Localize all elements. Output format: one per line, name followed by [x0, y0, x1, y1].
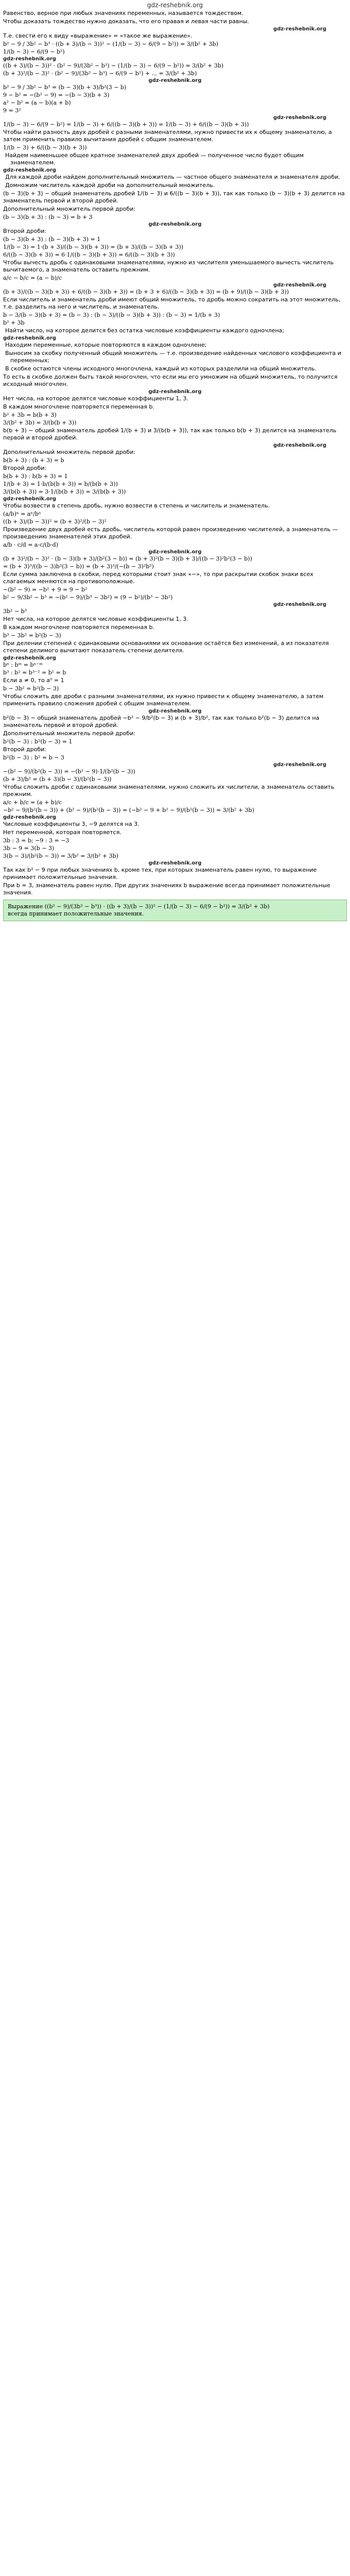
math-line: b² + 3b — [3, 319, 25, 326]
paragraph: Дополнительный множитель первой дроби: — [3, 206, 136, 212]
math-line: 3b − 9 = 3(b − 3) — [3, 845, 55, 852]
math-line: = (b + 3)³/((b − 3)b²(3 − b)) = (b + 3)³/(−(b − 3)²b²) — [3, 563, 154, 570]
math-line: 3b : 3 = b; −9 : 3 = −3 — [3, 837, 69, 844]
math-line: −(b² − 9) = −b² + 9 = 9 − b² — [3, 586, 87, 593]
math-line: 3(b − 3)/(b²(b − 3)) = 3/b² = 3/(b² + 3b) — [3, 853, 118, 859]
watermark: gdz-reshebnik.org — [273, 602, 326, 607]
watermark: gdz-reshebnik.org — [3, 496, 56, 502]
list-item: Для каждой дроби найдем дополнительный множитель — частное общего знаменателя и знаменателя дроби. — [5, 174, 340, 180]
answer-tail: всегда принимает положительные значения. — [8, 910, 144, 917]
math-line: b³ − 3b² = b²(b − 3) — [3, 632, 61, 639]
watermark: gdz-reshebnik.org — [148, 860, 202, 866]
paragraph: Нет переменной, которая повторяется. — [3, 829, 121, 836]
paragraph: Второй дроби: — [3, 746, 46, 753]
watermark: gdz-reshebnik.org — [3, 167, 56, 173]
math-line: b²(b − 3) : b²(b − 3) = 1 — [3, 738, 73, 745]
paragraph: Чтобы найти разность двух дробей с разными знаменателями, нужно привести их к общему знаменателю, а затем применить правило вычитания дробей с общим знаменателем. — [3, 129, 332, 143]
math-line: (b + 3)²/(b − 3)² · (b − 3)(b + 3)/(b²(3 − b)) = (b + 3)²(b − 3)(b + 3)/((b − 3)²b²(3 − b)) — [3, 555, 252, 562]
watermark: gdz-reshebnik.org — [273, 762, 326, 768]
math-line: 9 = 3² — [3, 107, 21, 114]
watermark: gdz-reshebnik.org — [273, 115, 326, 121]
list-item: Домножим числитель каждой дроби на дополнительный множитель. — [5, 182, 215, 189]
math-line: a/c − b/c = (a − b)/c — [3, 275, 62, 281]
answer-label: Выражение — [8, 903, 43, 910]
paragraph: Нет числа, на которое делятся числовые коэффициенты 1, 3. — [3, 616, 188, 622]
watermark: gdz-reshebnik.org — [148, 549, 202, 555]
paragraph: Равенство, верное при любых значениях переменных, называется тождеством. — [3, 10, 243, 16]
math-line: b³ : b² = b³⁻² = b¹ = b — [3, 669, 66, 676]
answer-formula: ((b² − 9)/(3b² − b³)) · ((b + 3)/(b − 3))² − (1/(b − 3) − 6/(9 − b²)) = 3/(b² + 3b) — [44, 903, 270, 910]
paragraph: То есть в скобке должен быть такой многочлен, что если мы его умножим на общий множитель, то получится исходный многочлен. — [3, 374, 338, 387]
math-line: b² − 9 / 3b² − b³ · ((b + 3)/(b − 3))² − (1/(b − 3) − 6/(9 − b²)) = 3/(b² + 3b) — [3, 41, 219, 47]
solution-content — [0, 10, 350, 921]
math-line: b²(b − 3) : b² = b − 3 — [3, 754, 64, 761]
math-line: a/b · c/d = a·c/(b·d) — [3, 541, 58, 548]
paragraph: Второй дроби: — [3, 228, 46, 234]
list-item: Находим переменные, которые повторяются в каждом одночлене; — [5, 342, 207, 348]
math-line: b² − 9/3b² − b³ = −(b² − 9)/(b³ − 3b²) = (9 − b²)/(b³ − 3b²) — [3, 594, 173, 601]
list-item: В скобке остаются члены исходного многочлена, каждый из которых разделили на общий множитель. — [5, 365, 317, 372]
math-line: 3/(b(b + 3)) = 3·1/(b(b + 3)) = 3/(b(b + 3)) — [3, 488, 126, 495]
top-watermark: gdz-reshebnik.org — [147, 2, 203, 9]
paragraph: При делении степеней с одинаковыми основаниями их основание остаётся без изменений, а из показателя степени делимого вычитают показатель степени делителя. — [3, 640, 329, 654]
paragraph: Чтобы возвести в степень дробь, нужно возвести в степень и числитель и знаменатель. — [3, 502, 270, 509]
paragraph: (b − 3)(b + 3) − общий знаменатель дробей 1/(b − 3) и 6/((b − 3)(b + 3)), так как только (b − 3)(b + 3) делится на знаменатель первой и второй дробей. — [3, 190, 345, 204]
math-line: ((b + 3)/(b − 3))² · (b² − 9)/(3b² − b³) − (1/(b − 3) − 6/(9 − b²)) = 3/(b² + 3b) — [3, 62, 224, 69]
watermark: gdz-reshebnik.org — [148, 78, 202, 83]
watermark: gdz-reshebnik.org — [3, 335, 56, 341]
math-line: 3/(b² + 3b) = 3/(b(b + 3)) — [3, 419, 77, 426]
math-line: ((b + 3)/(b − 3))² = (b + 3)²/(b − 3)² — [3, 518, 107, 525]
math-line: (b − 3)(b + 3) : (b − 3) = b + 3 — [3, 214, 93, 221]
paragraph: Чтобы сложить две дроби с разными знаменателями, их нужно привести к общему знаменателю, а затем применить правило сложения дробей с общим знаменателем. — [3, 693, 324, 707]
watermark: gdz-reshebnik.org — [273, 282, 326, 288]
math-line: b² + 3b = b(b + 3) — [3, 412, 57, 418]
math-line: 9 − b² = −(b² − 9) = −(b − 3)(b + 3) — [3, 92, 110, 98]
math-line: a² − b² = (a − b)(a + b) — [3, 99, 71, 106]
paragraph: Нет числа, на которое делятся числовые коэффициенты 1, 3. — [3, 395, 188, 402]
math-line: (a/b)ⁿ = aⁿ/bⁿ — [3, 511, 41, 517]
list-item: Найдем наименьшее общее кратное знаменателей двух дробей — полученное число будет общим знаменателем. — [5, 152, 304, 166]
watermark: gdz-reshebnik.org — [148, 222, 202, 227]
watermark: gdz-reshebnik.org — [273, 443, 326, 448]
paragraph: Так как b² − 9 при любых значениях b, кроме тех, при которых знаменатель равен нулю, то выражение принимает положительные значения. — [3, 867, 317, 880]
math-line: (b + 3)/b² = (b + 3)(b − 3)/(b²(b − 3)) — [3, 776, 112, 783]
list-item: Выносим за скобку полученный общий множитель — т.е. произведение найденных числового коэффициента и переменных; — [5, 350, 341, 364]
math-line: a/c + b/c = (a + b)/c — [3, 799, 62, 806]
paragraph: Произведение двух дробей есть дробь, числитель которой равен произведению числителей, а знаменатель — произведению знаменателей этих дробей. — [3, 526, 338, 540]
math-line: (b + 3)/((b − 3)(b + 3)) + 6/((b − 3)(b + 3)) = (b + 3 + 6)/((b − 3)(b + 3)) = (b + 9)/((b − 3)(b + 3)) — [3, 289, 289, 295]
watermark: gdz-reshebnik.org — [148, 708, 202, 714]
math-line: −(b² − 9)/(b²(b − 3)) = −(b² − 9)·1/(b²(b − 3)) — [3, 768, 135, 775]
paragraph: Чтобы доказать тождество нужно доказать, что его правая и левая части равны. — [3, 18, 250, 25]
watermark: gdz-reshebnik.org — [273, 26, 326, 32]
math-line: 1/(b − 3) = 1·(b + 3)/((b − 3)(b + 3)) = (b + 3)/((b − 3)(b + 3)) — [3, 244, 184, 250]
paragraph: b(b + 3) − общий знаменатель дробей 1/(b + 3) и 3/(b(b + 3)), так как только b(b + 3) делится на знаменатель первой и второй дробей. — [3, 427, 337, 441]
paragraph: Второй дроби: — [3, 465, 46, 471]
math-line: (b − 3)(b + 3) : (b − 3)(b + 3) = 1 — [3, 236, 101, 243]
paragraph: Дополнительный множитель первой дроби: — [3, 730, 136, 737]
paragraph: Т.е. свести его к виду «выражение» = «такое же выражение». — [3, 32, 192, 39]
math-line: b(b + 3) : (b + 3) = b — [3, 457, 64, 464]
math-line: b − 3/(b − 3)(b + 3) = (b − 3) : (b − 3)/((b − 3)(b + 3)) : (b − 3) = 1/(b + 3) — [3, 312, 220, 318]
math-line: b² − 9 / 3b² − b³ = (b − 3)(b + 3)/b²(3 − b) — [3, 84, 127, 91]
paragraph: Чтобы вычесть дробь с одинаковыми знаменателями, нужно из числителя уменьшаемого вычесть числитель вычитаемого, а знаменатель оставить прежним. — [3, 259, 334, 273]
paragraph: Если a ≠ 0, то a⁰ = 1 — [3, 677, 64, 684]
paragraph: При b = 3, знаменатель равен нулю. При других значениях b выражение всегда принимает положительные значения. — [3, 882, 330, 896]
paragraph: Если числитель и знаменатель дроби имеют общий множитель, то дробь можно сократить на этот множитель, т.е. разделить на него и числитель, и знаменатель. — [3, 296, 341, 310]
math-line: −b² − 9/(b²(b − 3)) + (b² − 9)/(b²(b − 3)) = (−b² − 9 + b² − 9)/(b²(b − 3)) = 3/(b² + 3b) — [3, 807, 254, 814]
math-line: bⁿ : bᵐ = bⁿ⁻ᵐ — [3, 662, 43, 668]
watermark: gdz-reshebnik.org — [3, 655, 56, 661]
paragraph: В каждом многочлене повторяется переменная b. — [3, 403, 154, 410]
math-line: 1/(b − 3) − 6/(9 − b²) — [3, 48, 65, 55]
paragraph: b²(b − 3) − общий знаменатель дробей −b² − 9/b²(b − 3) и (b + 3)/b², так как только b²(b − 3) делится на знаменатель первой и второй дробей. — [3, 715, 320, 728]
math-line: 1/(b − 3) − 6/(9 − b²) = 1/(b − 3) + 6/((b − 3)(b + 3)) = 1/(b − 3) + 6/((b − 3)(b + 3)) — [3, 121, 249, 128]
list-item: Найти число, на которое делится без остатка числовые коэффициенты каждого одночлена; — [5, 327, 285, 334]
paragraph: Чтобы сложить дроби с одинаковыми знаменателями, нужно сложить их числители, а знаменатель оставить прежним. — [3, 784, 335, 798]
math-line: b(b + 3) : b(b + 3) = 1 — [3, 473, 68, 480]
answer-box — [3, 900, 347, 921]
math-line: 1/(b − 3) + 6/((b − 3)(b + 3)) — [3, 144, 87, 151]
paragraph: Дополнительный множитель первой дроби: — [3, 449, 136, 455]
paragraph: Если сумма заключена в скобки, перед которыми стоит знак «−», то при раскрытии скобок знаки всех слагаемых меняются на противоположные. — [3, 571, 313, 585]
math-line: (b + 3)²/(b − 3)² · (b² − 9)/(3b² − b³) − 6/(9 − b²) + ... = 3/(b² + 3b) — [3, 70, 197, 77]
watermark: gdz-reshebnik.org — [3, 815, 56, 820]
math-line: 3b² − b³ — [3, 608, 27, 615]
math-line: b − 3b² = b²(b − 3) — [3, 685, 59, 692]
watermark: gdz-reshebnik.org — [148, 389, 202, 395]
math-line: 6/((b − 3)(b + 3)) = 6·1/((b − 3)(b + 3)) = 6/((b − 3)(b + 3)) — [3, 251, 175, 258]
paragraph: Числовые коэффициенты 3, −9 делятся на 3. — [3, 821, 139, 827]
watermark: gdz-reshebnik.org — [3, 56, 56, 62]
paragraph: В каждом многочлене повторяется переменная b. — [3, 624, 154, 631]
math-line: 1/(b + 3) = 1·b/(b(b + 3)) = b/(b(b + 3)) — [3, 481, 118, 487]
